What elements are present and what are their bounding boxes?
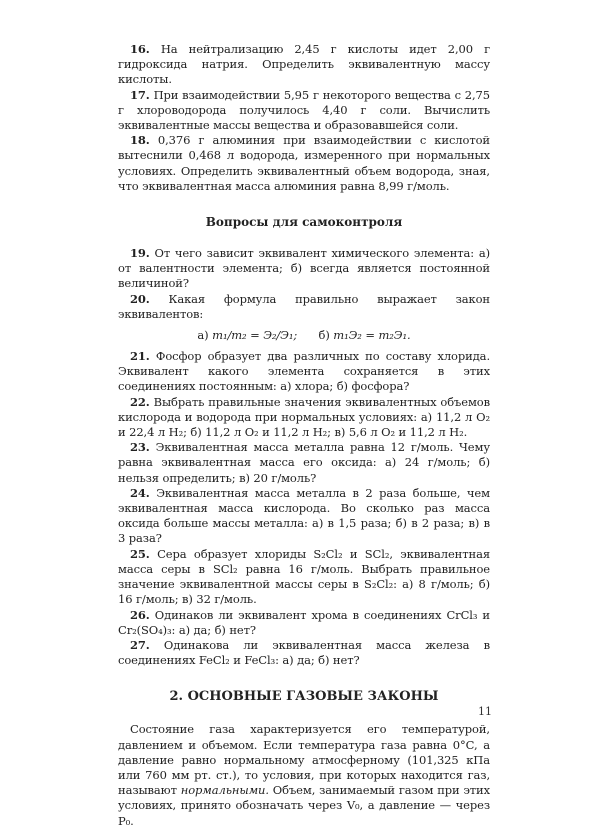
question-item [118,638,490,668]
normal-conditions-term: нормальными. [180,783,269,798]
question-text: Какая формула правильно выражает закон эквивалентов: [118,291,490,321]
item-number: 17. [130,87,150,102]
item-text: 0,376 г алюминия при взаимодействии с кислотой вытеснили 0,468 л водорода, измеренного при нормальных условиях. Определить эквивалентный объем водорода, зная, что эквивалентная масса алюминия равна 8,99 г/моль. [118,133,490,193]
item-number: 22. [130,394,150,409]
page-number: 11 [478,705,492,718]
item-text: При взаимодействии 5,95 г некоторого вещества с 2,75 г хлороводорода получилось 4,40 г соли. Вычислить эквивалентные массы вещества и образовавшейся соли. [118,87,490,133]
question-item [118,608,490,638]
item-number: 26. [130,607,150,622]
paragraph-text-continued: Объем, занимаемый газом при этих условиях, принято обозначать через V₀, а давление — через P₀. [118,783,491,828]
chapter-title: 2. ОСНОВНЫЕ ГАЗОВЫЕ ЗАКОНЫ [169,689,439,705]
item-number: 25. [130,546,150,561]
question-item [118,440,490,486]
question-number: 20. [130,291,150,306]
text-column [118,42,490,829]
formula-b-label: б) [318,328,330,343]
question-item [118,547,490,608]
item-number: 27. [130,637,150,652]
formula-b: m₁Э₂ = m₂Э₁. [333,328,411,343]
item-text: Сера образует хлориды S₂Cl₂ и SCl₂, эквивалентная масса серы в SCl₂ равна 16 г/моль. Выбрать правильное значение эквивалентной массы серы в S₂Cl₂: а) 8 г/моль; б) 16 г/моль; в) 32 г/моль. [118,546,490,607]
problems-list [118,42,490,194]
question-number: 19. [130,246,150,261]
item-text: Эквивалентная масса металла равна 12 г/моль. Чему равна эквивалентная масса его оксида: а) 24 г/моль; б) нельзя определить; в) 20 г/моль? [118,440,490,485]
item-number: 16. [130,42,150,56]
paragraph-text: Состояние газа характеризуется его температурой, давлением и объемом. Если температура газа равна 0°C, а давление равно нормальному атмосферному (101,325 кПа или 760 мм рт. ст.), то условия, при которых находится газ, называют [118,722,490,798]
item-text: Одинакова ли эквивалентная масса железа в соединениях FeCl₂ и FeCl₃: а) да; б) нет? [118,637,490,668]
question-item [118,349,490,395]
item-text: Выбрать правильные значения эквивалентных объемов кислорода и водорода при нормальных условиях: а) 11,2 л O₂ и 22,4 л H₂; б) 11,2 л O₂ и 11,2 л H₂; в) 5,6 л O₂ и 11,2 л H₂. [118,394,490,440]
question-19 [118,246,490,292]
problem-item [118,42,490,88]
questions-list [118,349,490,668]
chapter-paragraph [118,722,490,828]
question-item [118,486,490,547]
problem-item [118,133,490,194]
item-number: 18. [130,133,150,148]
item-text: На нейтрализацию 2,45 г кислоты идет 2,00 г гидроксида натрия. Определить эквивалентную массу кислоты. [118,42,490,87]
question-item [118,395,490,441]
item-number: 21. [130,349,150,364]
question-text: От чего зависит эквивалент химического элемента: а) от валентности элемента; б) всегда является постоянной величиной? [118,246,490,291]
formula-a-label: а) [197,328,209,343]
section-heading: Вопросы для самоконтроля [205,215,403,230]
formula-a: m₁/m₂ = Э₂/Э₁; [212,328,298,343]
question-20 [118,292,490,322]
item-text: Одинаков ли эквивалент хрома в соединениях CrCl₃ и Cr₂(SO₄)₃: а) да; б) нет? [118,607,490,637]
equivalents-formula [118,328,490,343]
item-text: Фосфор образует два различных по составу хлорида. Эквивалент какого элемента сохраняется в этих соединениях постоянным: а) хлора; б) фосфора? [118,349,490,394]
problem-item [118,88,490,134]
item-number: 24. [130,485,150,500]
item-number: 23. [130,440,150,455]
item-text: Эквивалентная масса металла в 2 раза больше, чем эквивалентная масса кислорода. Во сколько раз масса оксида больше массы металла: а) в 1,5 раза; б) в 2 раза; в) в 3 раза? [118,485,490,546]
